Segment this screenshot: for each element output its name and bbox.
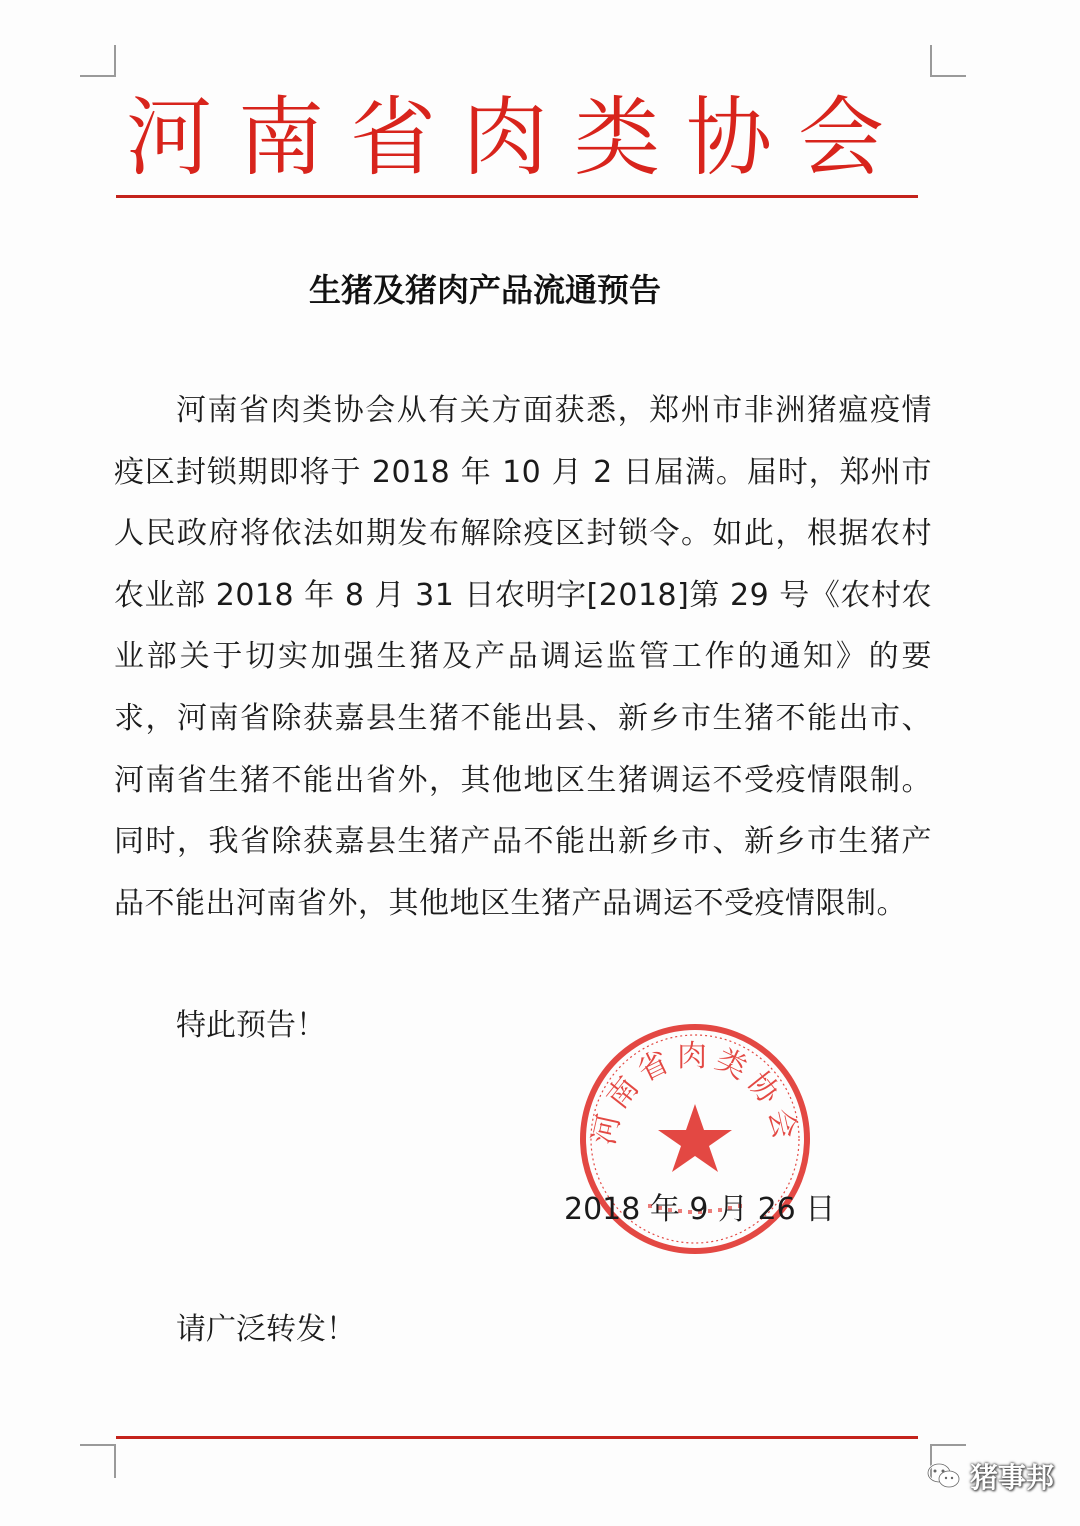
crop-mark-top-left: [80, 45, 116, 77]
footer-red-rule: [116, 1436, 918, 1439]
watermark-text: 猪事邦: [970, 1461, 1055, 1494]
document-date: 2018 年 9 月 26 日: [564, 1192, 836, 1227]
crop-mark-top-right: [930, 45, 966, 77]
crop-mark-bottom-left: [80, 1444, 116, 1478]
wechat-icon: [926, 1461, 962, 1491]
closing-line: 特此预告！: [176, 1008, 326, 1043]
forward-request: 请广泛转发！: [176, 1312, 356, 1347]
letterhead-red-rule: [116, 195, 918, 198]
document-body: 河南省肉类协会从有关方面获悉，郑州市非洲猪瘟疫情疫区封锁期即将于 2018 年 10 月 2 日届满。届时，郑州市人民政府将依法如期发布解除疫区封锁令。如此，根据农村农业部 2018 年 8 月 31 日农明字[2018]第 29 号《农村农业部关于切实加强生猪及产品调运监管工作的通知》的要求，河南省除获嘉县生猪不能出县、新乡市生猪不能出市、河南省生猪不能出省外，其他地区生猪调运不受疫情限制。同时，我省除获嘉县生猪产品不能出新乡市、新乡市生猪产品不能出河南省外，其他地区生猪产品调运不受疫情限制。: [114, 393, 932, 921]
seal-text: 河南省肉类协会: [586, 1039, 804, 1149]
document-title: 生猪及猪肉产品流通预告: [308, 271, 661, 309]
source-watermark: [926, 1456, 1054, 1496]
letterhead-organization: 河南省肉类协会: [126, 88, 910, 188]
seal-star-icon: [658, 1104, 732, 1172]
